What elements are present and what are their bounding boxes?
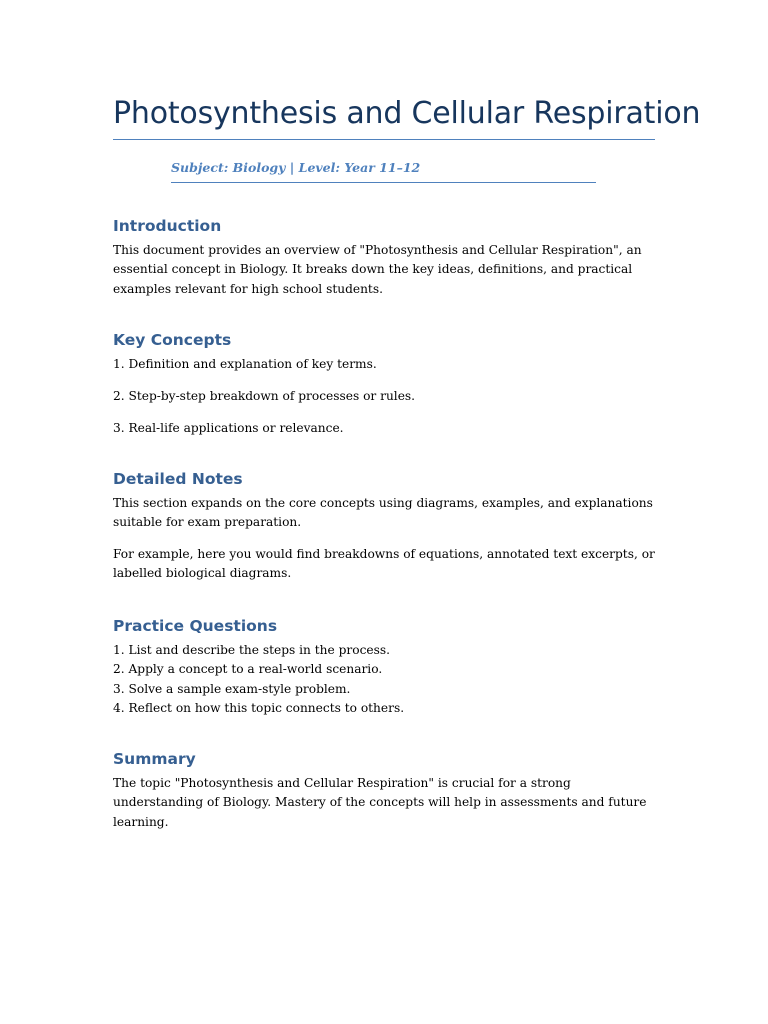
list-item: 1. List and describe the steps in the process. [113, 643, 390, 657]
section-heading: Introduction [113, 217, 222, 235]
section-key-concepts [113, 330, 655, 438]
paragraph: For example, here you would find breakdowns of equations, annotated text excerpts, or labelled biological diagrams. [113, 546, 655, 581]
section-heading: Detailed Notes [113, 470, 243, 488]
paragraph: This section expands on the core concepts using diagrams, examples, and explanations suitable for exam preparation. [113, 496, 653, 530]
list-item: 4. Reflect on how this topic connects to others. [113, 701, 405, 716]
document-title: Photosynthesis and Cellular Respiration [113, 96, 701, 131]
paragraph: The topic "Photosynthesis and Cellular Respiration" is crucial for a strong understanding of Biology. Mastery of the concepts will help in assessments and future learning. [113, 776, 647, 829]
list-item: 2. Step-by-step breakdown of processes or rules. [113, 389, 416, 403]
subtitle-divider [171, 182, 596, 183]
document-subtitle: Subject: Biology | Level: Year 11–12 [171, 160, 421, 175]
section-heading: Key Concepts [113, 331, 232, 349]
section-heading: Summary [113, 750, 196, 768]
section-detailed-notes [113, 469, 655, 584]
list-item: 3. Solve a sample exam-style problem. [113, 681, 351, 696]
section-practice-questions [113, 616, 655, 719]
list-item: 1. Definition and explanation of key terms. [113, 357, 377, 371]
section-heading: Practice Questions [113, 617, 278, 635]
section-introduction [113, 216, 655, 299]
section-summary [113, 749, 655, 832]
title-divider [113, 139, 655, 140]
paragraph: This document provides an overview of "Photosynthesis and Cellular Respiration", an essential concept in Biology. It breaks down the key ideas, definitions, and practical examples relevant for high school students. [113, 243, 642, 296]
list-item: 3. Real-life applications or relevance. [113, 421, 344, 435]
list-item: 2. Apply a concept to a real-world scenario. [113, 662, 383, 677]
